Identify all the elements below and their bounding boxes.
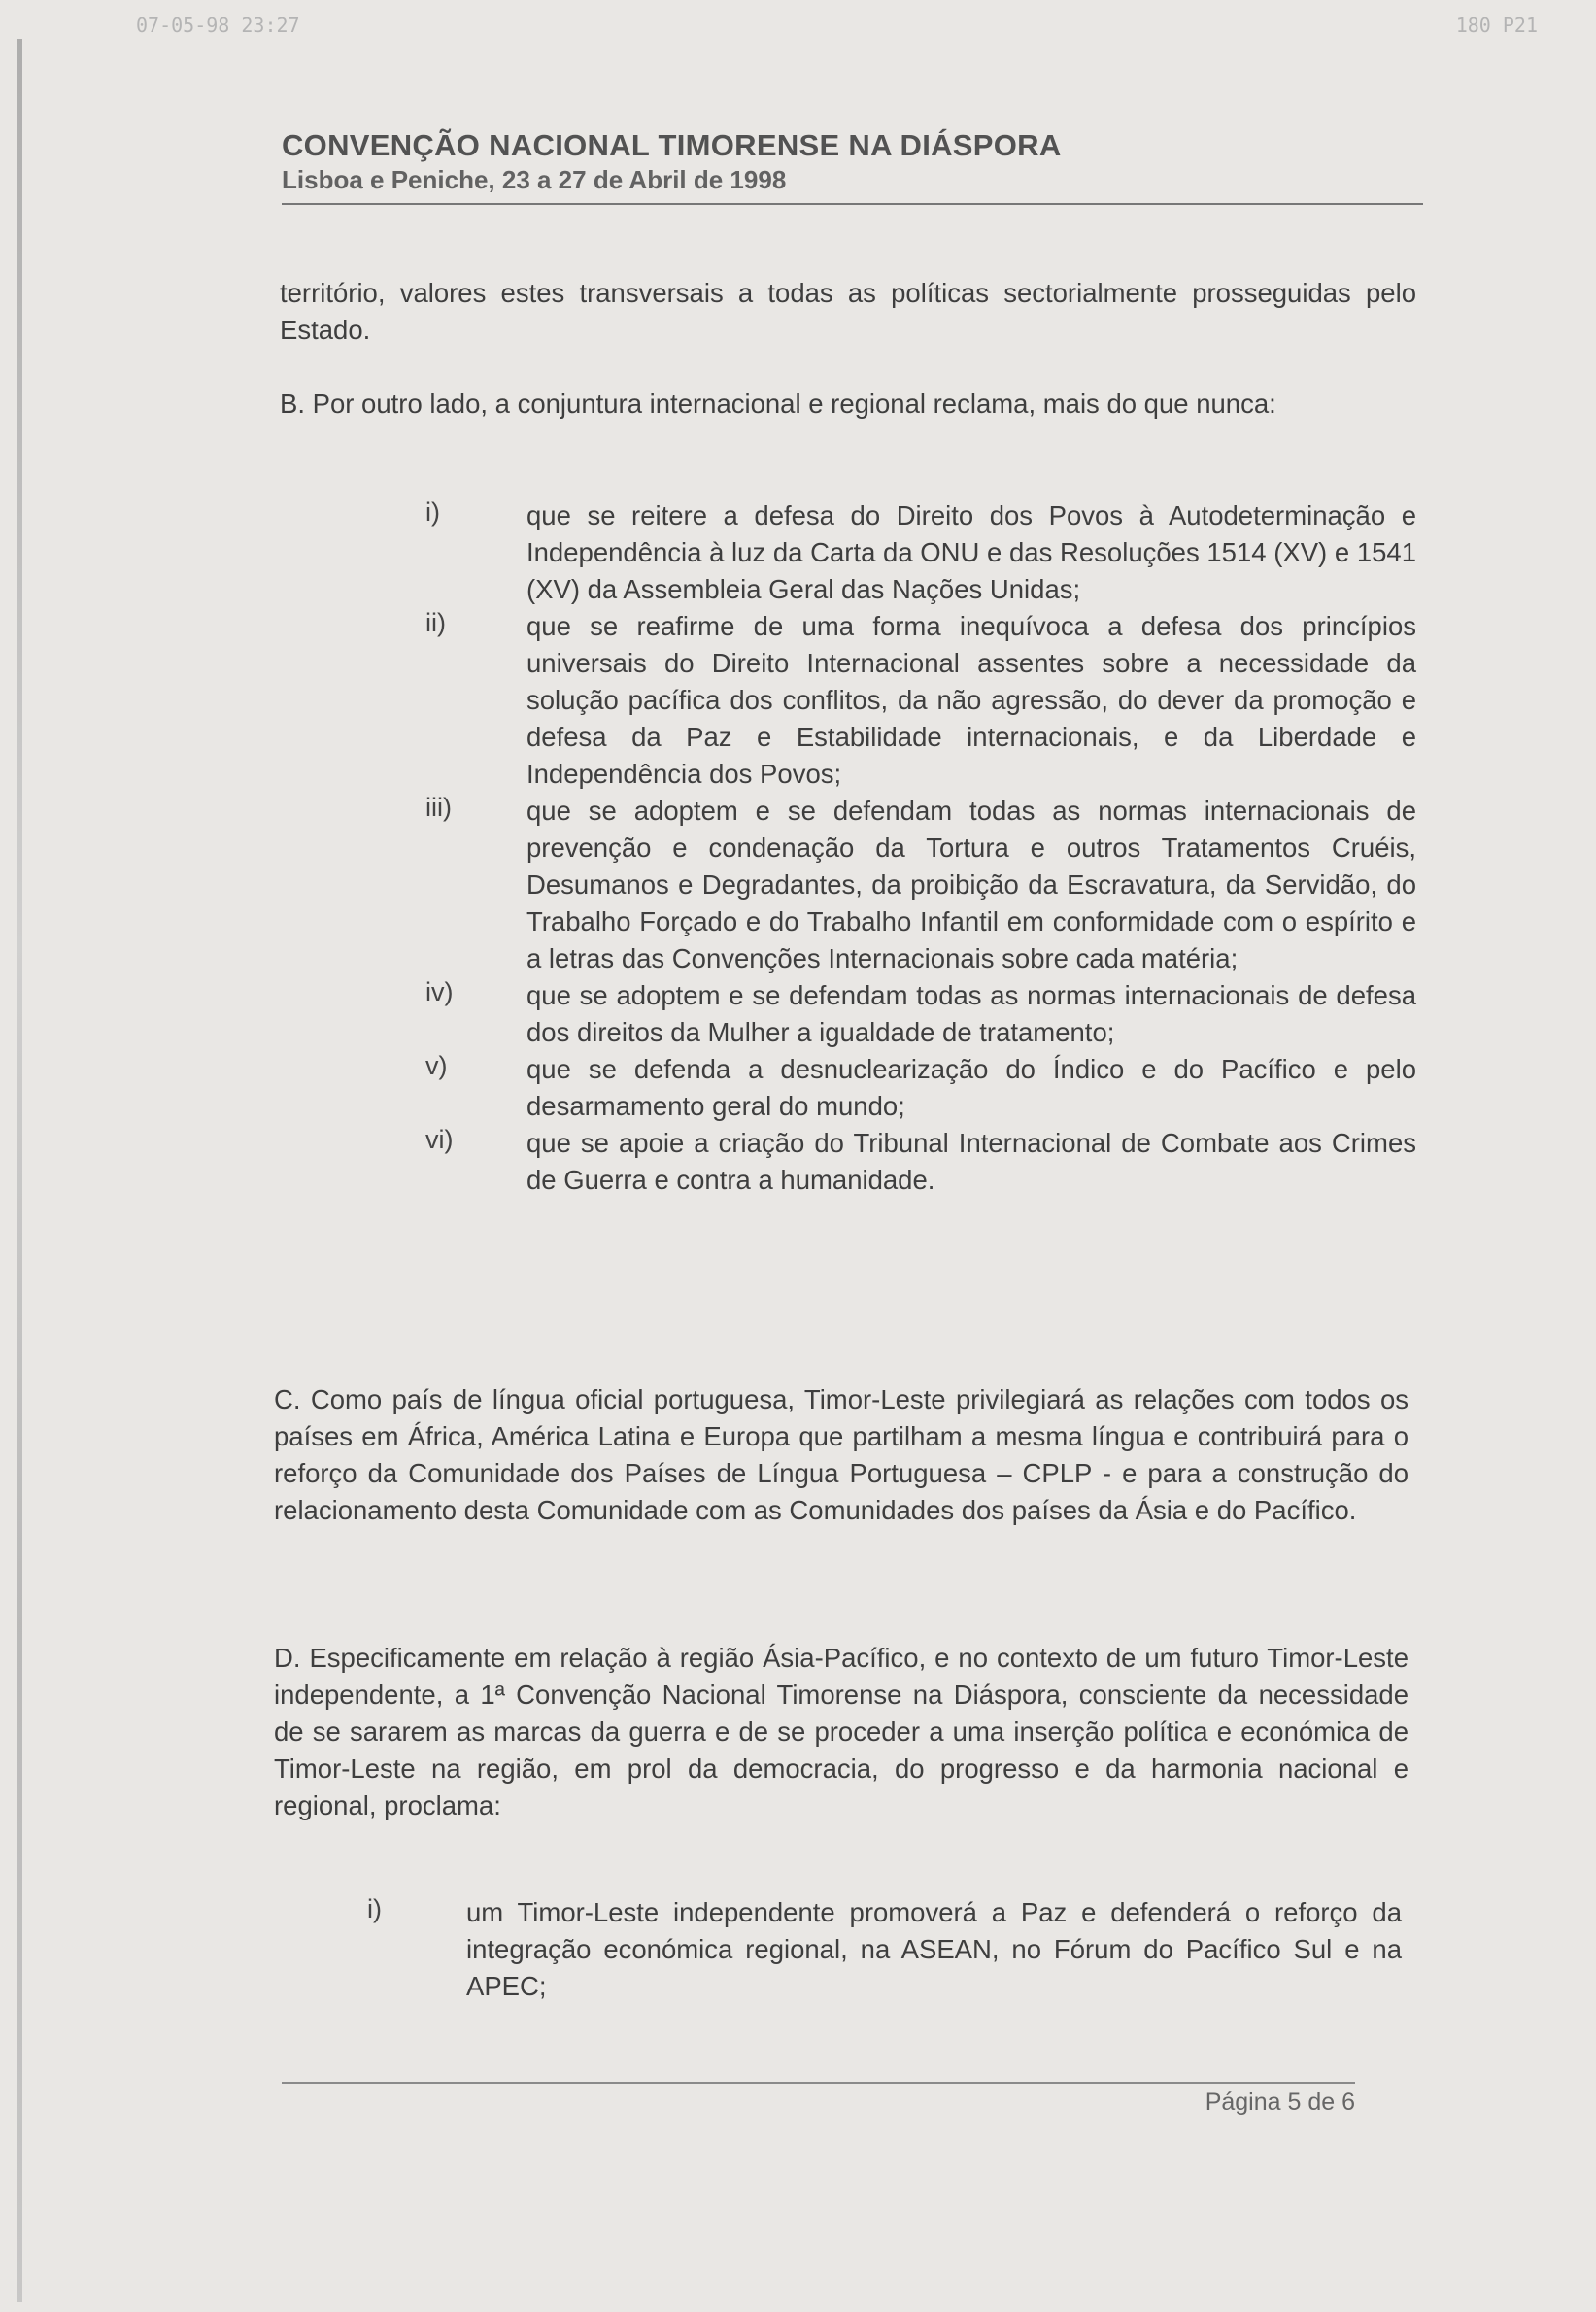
section-d-list xyxy=(367,1894,1402,2005)
section-b-list xyxy=(425,497,1416,1199)
footer-rule xyxy=(282,2082,1355,2084)
section-b-intro: B. Por outro lado, a conjuntura internacional e regional reclama, mais do que nunca: xyxy=(280,389,1276,419)
list-item-number: i) xyxy=(425,497,440,527)
list-item-text: que se reitere a defesa do Direito dos Povos à Autodeterminação e Independência à luz da Carta da ONU e das Resoluções 1514 (XV) e 1541 (XV) da Assembleia Geral das Nações Unidas; xyxy=(526,500,1416,604)
document-header xyxy=(282,128,1423,205)
list-item-number: vi) xyxy=(425,1125,454,1154)
list-item xyxy=(425,608,1416,793)
list-item-text: que se defenda a desnuclearização do Índico e do Pacífico e pelo desarmamento geral do mundo; xyxy=(526,1054,1416,1121)
list-item-text: que se apoie a criação do Tribunal Internacional de Combate aos Crimes de Guerra e contra a humanidade. xyxy=(526,1128,1416,1195)
intro-paragraph: território, valores estes transversais a todas as políticas sectorialmente prosseguidas pelo Estado. xyxy=(280,278,1416,345)
section-d-intro: D. Especificamente em relação à região Ásia-Pacífico, e no contexto de um futuro Timor-Leste independente, a 1ª Convenção Nacional Timorense na Diáspora, consciente da necessidade de se sararem as marcas da guerra e de se proceder a uma inserção política e económica de Timor-Leste na região, em prol da democracia, do progresso e da harmonia nacional e regional, proclama: xyxy=(274,1643,1409,1820)
list-item-number: iii) xyxy=(425,793,452,822)
list-item-text: um Timor-Leste independente promoverá a Paz e defenderá o reforço da integração económica regional, na ASEAN, no Fórum do Pacífico Sul e na APEC; xyxy=(466,1897,1402,2001)
section-c-paragraph: C. Como país de língua oficial portuguesa, Timor-Leste privilegiará as relações com todos os países em África, América Latina e Europa que partilham a mesma língua e contribuirá para o reforço da Comunidade dos Países de Língua Portuguesa – CPLP - e para a construção do relacionamento desta Comunidade com as Comunidades dos países da Ásia e do Pacífico. xyxy=(274,1384,1409,1525)
document-title: CONVENÇÃO NACIONAL TIMORENSE NA DIÁSPORA xyxy=(282,128,1062,162)
header-rule xyxy=(282,203,1423,205)
document-subtitle: Lisboa e Peniche, 23 a 27 de Abril de 1998 xyxy=(282,165,787,194)
list-item-number: i) xyxy=(367,1894,382,1923)
fax-timestamp: 07-05-98 23:27 xyxy=(136,14,300,37)
fax-page-code: 180 P21 xyxy=(1455,14,1538,37)
list-item-text: que se adoptem e se defendam todas as normas internacionais de prevenção e condenação da Tortura e outros Tratamentos Cruéis, Desumanos e Degradantes, da proibição da Escravatura, da Servidão, do Trabalho Forçado e do Trabalho Infantil em conformidade com o espírito e a letras das Convenções Internacionais sobre cada matéria; xyxy=(526,796,1416,973)
list-item xyxy=(425,497,1416,608)
list-item-text: que se reafirme de uma forma inequívoca a defesa dos princípios universais do Direito Internacional assentes sobre a necessidade da solução pacífica dos conflitos, da não agressão, do dever da promoção e defesa da Paz e Estabilidade internacionais, e da Liberdade e Independência dos Povos; xyxy=(526,611,1416,789)
list-item xyxy=(425,793,1416,977)
list-item-text: que se adoptem e se defendam todas as normas internacionais de defesa dos direitos da Mulher a igualdade de tratamento; xyxy=(526,980,1416,1047)
list-item-number: iv) xyxy=(425,977,454,1006)
list-item xyxy=(367,1894,1402,2005)
scan-edge-shadow xyxy=(17,39,22,2302)
page-number: Página 5 de 6 xyxy=(1205,2089,1355,2116)
list-item xyxy=(425,977,1416,1051)
list-item xyxy=(425,1125,1416,1199)
list-item xyxy=(425,1051,1416,1125)
list-item-number: v) xyxy=(425,1051,448,1080)
list-item-number: ii) xyxy=(425,608,446,637)
